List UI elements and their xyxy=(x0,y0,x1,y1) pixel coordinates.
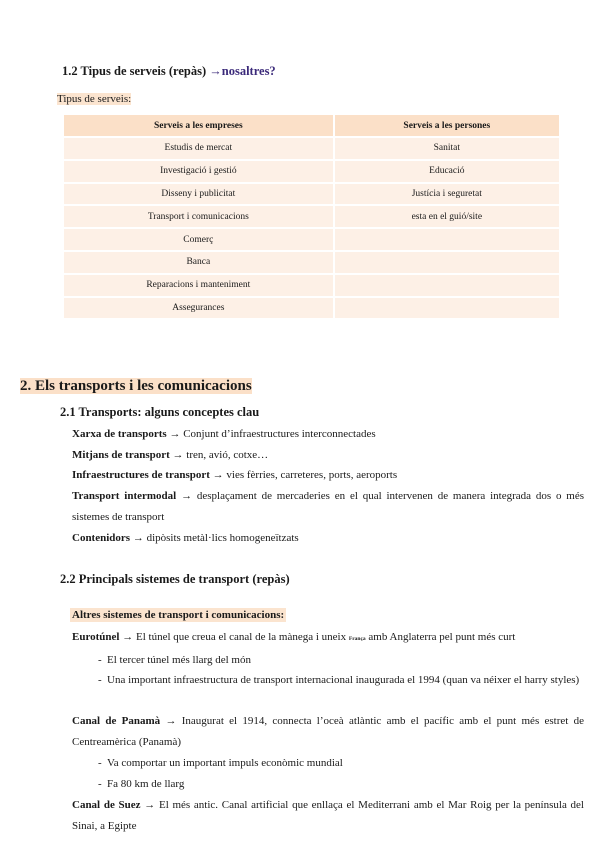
eurotunel-line xyxy=(72,631,515,643)
concept-term: Xarxa de transports xyxy=(72,428,167,440)
suez-def: → El més antic. Canal artificial que enllaça el Mediterrani amb el Mar Roig per la península del Sinai, a Egipte xyxy=(72,799,584,832)
table-cell: Disseny i publicitat xyxy=(64,184,333,205)
list-item xyxy=(98,650,584,671)
table-row xyxy=(64,298,559,319)
concept-term: Mitjans de transport xyxy=(72,449,170,461)
concept-line-1 xyxy=(72,428,376,440)
bullet-dash: - xyxy=(98,757,102,769)
table-row xyxy=(64,275,559,296)
concept-line-4 xyxy=(72,486,584,527)
concept-def: → Conjunt d’infraestructures interconnectades xyxy=(169,428,376,440)
list-item xyxy=(98,753,584,774)
panama-def: → Inaugurat el 1914, connecta l’oceà atlàntic amb el pacífic amb el punt més estret de Centreamèrica (Panamà) xyxy=(72,715,584,748)
services-table xyxy=(62,113,561,320)
table-row xyxy=(64,229,559,250)
table-row xyxy=(64,252,559,273)
bullet-dash: - xyxy=(98,778,102,790)
concept-def: → dipòsits metàl·lics homogeneïtzats xyxy=(132,532,299,544)
table-header-companies: Serveis a les empreses xyxy=(64,115,333,136)
table-header-people: Serveis a les persones xyxy=(335,115,559,136)
table-cell: Estudis de mercat xyxy=(64,138,333,159)
section-1-2-title-text: 1.2 Tipus de serveis (repàs) xyxy=(62,64,207,78)
arrow-note: →nosaltres? xyxy=(209,64,276,78)
eurotunel-small-word: França xyxy=(348,636,366,642)
other-systems-title xyxy=(70,609,286,621)
section-2-1-title: 2.1 Transports: alguns conceptes clau xyxy=(60,405,260,419)
bullet-text: Una important infraestructura de transport internacional inaugurada el 1994 (quan va néixer el harry styles) xyxy=(107,674,580,686)
table-cell: Banca xyxy=(64,252,333,273)
table-cell xyxy=(335,229,559,250)
bullet-text: Va comportar un important impuls econòmic mundial xyxy=(107,757,343,769)
concept-term: Contenidors xyxy=(72,532,131,544)
section-2-title-text: 2. Els transports i les comunicacions xyxy=(20,378,252,394)
bullet-text: El tercer túnel més llarg del món xyxy=(107,654,251,666)
table-cell: Comerç xyxy=(64,229,333,250)
other-systems-title-text: Altres sistemes de transport i comunicacions: xyxy=(72,609,285,621)
table-cell: Sanitat xyxy=(335,138,559,159)
table-cell xyxy=(335,252,559,273)
concept-line-2 xyxy=(72,449,268,461)
table-cell xyxy=(335,275,559,296)
concept-def: → desplaçament de mercaderies en el qual intervenen de manera integrada dos o més sistemes de transport xyxy=(72,490,585,523)
suez-line xyxy=(72,795,584,836)
list-item xyxy=(98,670,584,711)
bullet-dash: - xyxy=(98,674,102,686)
table-cell: Transport i comunicacions xyxy=(64,206,333,227)
table-row xyxy=(64,138,559,159)
suez-term: Canal de Suez xyxy=(72,799,141,811)
section-2-title xyxy=(20,378,252,395)
table-cell xyxy=(335,298,559,319)
eurotunel-term: Eurotúnel xyxy=(72,631,120,643)
bullet-text: Fa 80 km de llarg xyxy=(107,778,185,790)
concept-def: → tren, avió, cotxe… xyxy=(172,449,269,461)
services-label xyxy=(57,93,131,105)
concept-def: → vies fèrries, carreteres, ports, aeroports xyxy=(212,469,398,481)
table-cell: esta en el guió/site xyxy=(335,206,559,227)
eurotunel-def-b: amb Anglaterra pel punt més curt xyxy=(368,631,516,643)
panama-line xyxy=(72,711,584,752)
table-cell: Reparacions i manteniment xyxy=(64,275,333,296)
concept-line-3 xyxy=(72,469,397,481)
table-row xyxy=(64,161,559,182)
section-1-2-title xyxy=(62,64,276,79)
table-cell: Assegurances xyxy=(64,298,333,319)
table-row xyxy=(64,206,559,227)
concept-term: Infraestructures de transport xyxy=(72,469,210,481)
table-cell: Justícia i seguretat xyxy=(335,184,559,205)
concept-term: Transport intermodal xyxy=(72,490,177,502)
table-cell: Educació xyxy=(335,161,559,182)
list-item xyxy=(98,774,584,795)
section-2-2-title: 2.2 Principals sistemes de transport (repàs) xyxy=(60,572,290,586)
table-cell: Investigació i gestió xyxy=(64,161,333,182)
table-row xyxy=(64,184,559,205)
bullet-dash: - xyxy=(98,654,102,666)
eurotunel-def-a: → El túnel que creua el canal de la mànega i uneix xyxy=(122,631,347,643)
services-label-text: Tipus de serveis: xyxy=(57,93,132,105)
table-header-row xyxy=(64,115,559,136)
concept-line-5 xyxy=(72,532,299,544)
panama-term: Canal de Panamà xyxy=(72,715,161,727)
